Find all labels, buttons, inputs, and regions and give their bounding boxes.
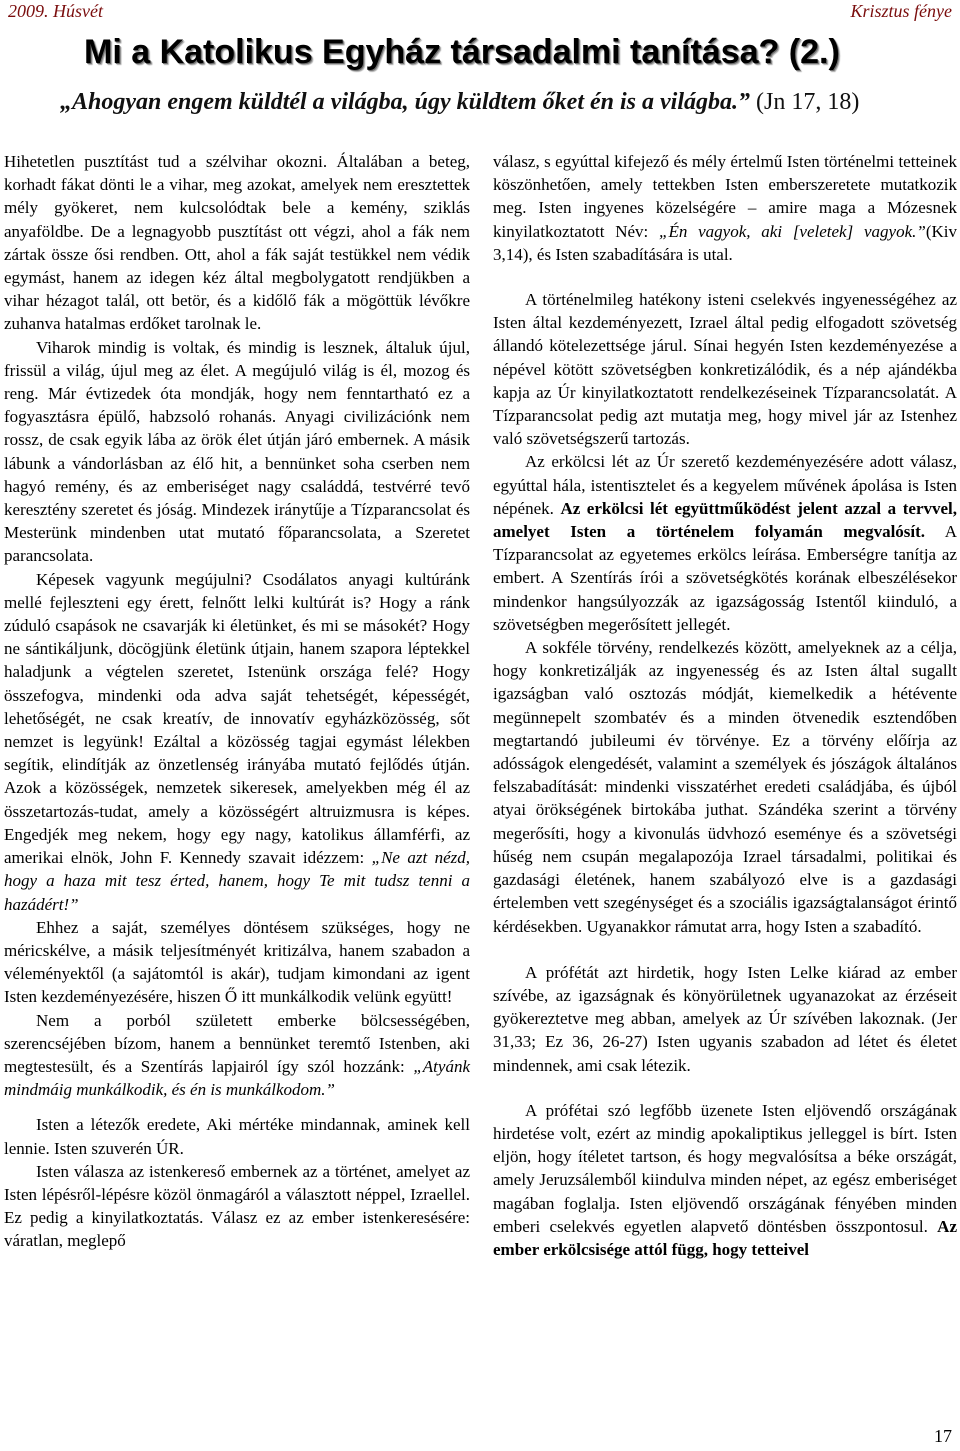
subtitle-reference: (Jn 17, 18) (750, 89, 860, 115)
paragraph: A történelmileg hatékony isteni cselekvés ingyenességéhez az Isten által kezdeményezett, Izrael által pedig elfogadott szövetség állandó kötelezettsége járul. Sínai hegyén Isten kezdeményezése a népével kötött szövetségben konkretizálódik, és a nép ajándékba kapja az Úr kinyilatkoztatott rendelkezéseinek Tízparancsolatát. A Tízparancsolat pedig azt mutatja meg, hogy mivel jár az Istenhez való szövetségszerű tartozás. (493, 290, 957, 449)
divine-name-quote: „Én vagyok, aki [veletek] vagyok.” (659, 221, 926, 241)
running-header (8, 0, 952, 22)
paragraph-text: válasz, s egyúttal kifejező és mély értelmű Isten történelmi tetteinek köszönhetően, amely tettekben Isten emberszeretete mutatkozik meg. Isten ingyenes közelségére – amire maga a Mózesnek kinyilatkoztatott Név: (493, 152, 957, 241)
scripture-quote: „Atyánk mindmáig munkálkodik, és én is munkálkodom.” (4, 1056, 470, 1100)
paragraph: A sokféle törvény, rendelkezés között, amelyeknek az a célja, hogy konkretizálják az ingyenesség és az Isten által sugallt igazságban való osztozás módját, kiemelkedik a hétévente megünnepelt szombatév és a minden ötvenedik esztendőben megtartandó jubileumi év törvénye. Ez a törvény előírja az adósságok elengedését, valamint a személyek és jószágok általános felszabadítását: mindenki visszatérhet eredeti családjába, és újból atyai örökségének birtokába juthat. Szándéka szerint a törvény megerősíti, hogy a kivonulás üdvhozó eseménye és a szövetségi hűség nem csupán megalapozója Izrael társadalmi, politikai és gazdasági életének, hanem szabályozó elve is a gazdasági értelemben vett szegénységet és a szociális igazságtalanságot érintő kérdésekben. Ugyanakkor rámutat arra, hogy Isten a szabadító. (493, 638, 957, 936)
paragraph: A prófétát azt hirdetik, hogy Isten Lelke kiárad az ember szívébe, az igazságnak és könyörületnek ugyanazokat az érzéseit gyökereztetve meg abban, amelyek az Úr szívében lakoznak. (Jer 31,33; Ez 36, 26-27) Isten ugyanis szabadon ad létet és életet mindennek, ami csak létezik. (493, 962, 957, 1075)
emphasis-text: Az ember erkölcsisége attól függ, hogy tetteivel (493, 1216, 957, 1259)
kennedy-quote: „Ne azt nézd, hogy a haza mit tesz érted, hanem, hogy Te mit tudsz tenni a hazádért!” (4, 848, 470, 914)
article-subtitle (60, 86, 940, 118)
paragraph-text: A Tízparancsolat az egyetemes erkölcs leírása. Emberségre tanítja az embert. A Szentírás írói a szövetségkötés korának elbeszélésekor mindenkor hangsúlyozzák az igazságosság Istentől kiinduló, a szövetségben megerősített jellegét. (493, 522, 957, 634)
subtitle-quote: „Ahogyan engem küldtél a világba, úgy küldtem őket én is a világba.” (60, 89, 750, 115)
paragraph-text: A prófétai szó legfőbb üzenete Isten eljövendő országának hirdetése volt, ezért az mindig apokaliptikus jelleggel is bírt. Isten eljön, hogy ítéletet tartson, és hogy megvalósítsa a béke országát, amely Jeruzsálemből kiindulva minden népet, az egész emberiséget magában foglalja. Isten eljövendő országának fényében minden emberi cselekvés egyetlen alapvető döntésben összpontosul. (493, 1100, 957, 1236)
paragraph: Isten válasza az istenkereső embernek az a történet, amelyet az Isten lépésről-lépésre közöl önmagáról a választott néppel, Izraellel. Ez pedig a kinyilatkoztatás. Válasz ez az ember istenkeresésére: váratlan, meglepő (4, 1161, 470, 1251)
header-publication: Krisztus fénye (850, 1, 952, 21)
paragraph (493, 450, 957, 636)
page-number: 17 (934, 1426, 952, 1446)
paragraph: Ehhez a saját, személyes döntésem szükséges, hogy ne méricskélve, a másik teljesítményét kritizálva, hanem szabadon a véleményektől (a sajátomtól is akár), tudjam kimondani az igent Isten kezdeményezésére, hiszen Ő itt munkálkodik velünk együtt! (4, 917, 470, 1007)
paragraph (493, 1099, 957, 1261)
paragraph (493, 150, 957, 266)
paragraph: Viharok mindig is voltak, és mindig is lesznek, általuk újul, frissül a világ, újul meg az élet. A megújuló világ is él, mozog és reng. Már évtizedek óta mondják, hogy nem fenntartható ez a fogyasztásra épülő, habzsoló rohanás. Anyagi civilizációnk nem rossz, de csak egyik lába az örök élet útján járó embernek. A másik lábunk a vándorlásban az élő hit, a bennünket soha cserben nem hagyó remény, és az emberiséget nagy családdá, testvérré tevő keresztény szeretet és jóság. Mindezek iránytűje a Tízparancsolat és Mesterünk mindenben utat mutató főparancsolata, a Szeretet parancsolata. (4, 337, 470, 566)
article-title: Mi a Katolikus Egyház társadalmi tanítása? (2.) (84, 33, 840, 71)
left-column (4, 150, 470, 1253)
right-column (493, 150, 957, 1261)
paragraph-text: (Kiv 3,14), és Isten szabadítására is utal. (493, 221, 957, 264)
paragraph: Hihetetlen pusztítást tud a szélvihar okozni. Általában a beteg, korhadt fákat dönti le a vihar, meg azokat, amelyek nem eresztettek mély gyökeret, nem kulcsolódtak bele a kemény, sziklás anyaföldbe. De a legnagyobb pusztítást ott végzi, ahol a fák nem zártak össze ősi rendben. Ott, ahol a fák saját testükkel nem védik egymást, hanem az idegen kéz által megbolygatott rendjükben a vihar hézagot talál, ott betör, és a kidőlő fák a mögöttük lévőkre zuhanva hatalmas erdőket tarolnak le. (4, 152, 470, 334)
paragraph-text: Nem a porból született emberke bölcsességében, szerencséjében bízom, hanem a bennünket teremtő Istenben, aki megtestesült, és a Szentírás lapjairól így szól hozzánk: (4, 1010, 470, 1076)
paragraph (4, 1009, 470, 1102)
emphasis-text: Az erkölcsi lét együttműködést jelent azzal a tervvel, amelyet Isten a történelem folyamán megvalósít. (493, 498, 958, 542)
paragraph: Isten a létezők eredete, Aki mértéke mindannak, aminek kell lennie. Isten szuverén ÚR. (4, 1115, 470, 1158)
paragraph-text: Az erkölcsi lét az Úr szerető kezdeményezésére adott válasz, egyúttal hála, istentisztelet és a kegyelem művének ápolása is Isten népének. (493, 452, 957, 518)
header-issue: 2009. Húsvét (8, 1, 103, 21)
paragraph-text: Képesek vagyunk megújulni? Csodálatos anyagi kultúránk mellé fejleszteni egy érett, felnőtt lelki kultúrát is? Hogy a ránk zúduló csapások ne csavarják ki életünket, és mi se másokét? Hogy ne sántikáljunk, döcögjünk életünk útjain, hanem szapora léptekkel haladjunk a végtelen szeretet, Istenünk országa felé? Hogy összefogva, mindenki oda adva saját tehetségét, képességét, lehetőségét, ne csak kreatív, de innovatív egyházközösség, sőt nemzet is legyünk! Ezáltal a közösség tagjai egymást lélekben segítik, elindítják az önzetlenség irányába mutató fejlődés útján. Azok a közösségek, nemzetek sikeresek, amelyekben még él az összetartozás-tudat, amely a közösségért altruizmusra is képes. Engedjék meg nekem, hogy egy nagy, katolikus államférfi, az amerikai elnök, John F. Kennedy szavait idézzem: (4, 569, 470, 868)
paragraph (4, 568, 470, 916)
